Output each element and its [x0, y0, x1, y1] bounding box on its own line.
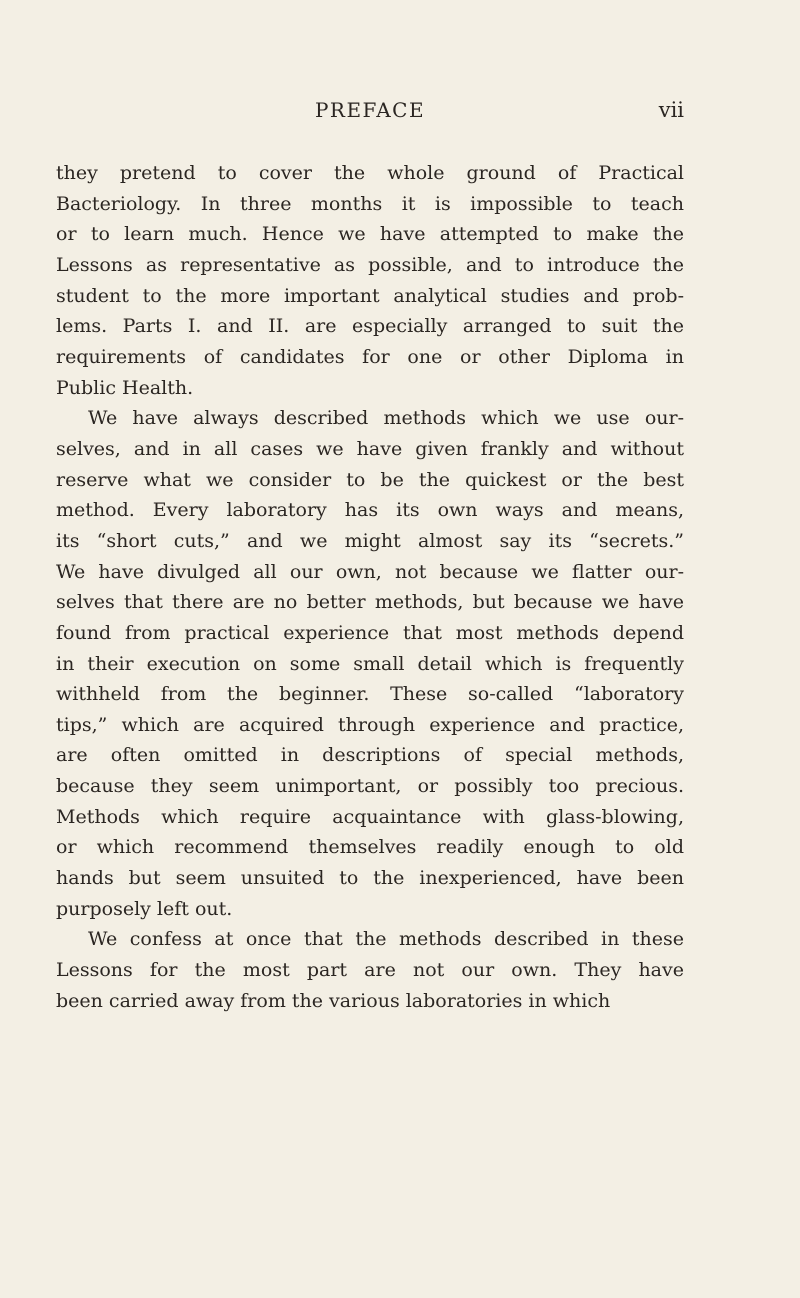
text-line: Lessons for the most part are not our own. They have [56, 959, 684, 982]
text-line: Bacteriology. In three months it is impossible to teach [56, 192, 684, 215]
text-line: Lessons as representative as possible, and to introduce the [56, 253, 684, 276]
text-line: purposely left out. [56, 897, 233, 920]
text-line: are often omitted in descriptions of special methods, [56, 744, 684, 767]
running-head [56, 94, 684, 126]
text-line: selves, and in all cases we have given frankly and without [56, 437, 684, 460]
text-line: they pretend to cover the whole ground of Practical [56, 162, 684, 184]
text-line: its “short cuts,” and we might almost say its “secrets.” [56, 529, 684, 552]
text-line: in their execution on some small detail which is frequently [56, 652, 684, 675]
text-line: Methods which require acquaintance with glass-blowing, [56, 805, 684, 828]
text-line: hands but seem unsuited to the inexperienced, have been [56, 867, 684, 890]
text-line: tips,” which are acquired through experience and practice, [56, 713, 684, 736]
text-line: or which recommend themselves readily enough to old [56, 836, 684, 859]
text-line: lems. Parts I. and II. are especially arranged to suit the [56, 315, 684, 338]
text-line: withheld from the beginner. These so-called “laboratory [56, 683, 684, 706]
page-number: vii [658, 98, 684, 122]
text-line: method. Every laboratory has its own ways and means, [56, 499, 684, 522]
text-line: or to learn much. Hence we have attempted to make the [56, 223, 684, 246]
text-line: student to the more important analytical studies and prob- [56, 284, 684, 307]
text-line: reserve what we consider to be the quickest or the best [56, 468, 684, 491]
text-line: requirements of candidates for one or other Diploma in [56, 345, 684, 368]
text-line: We confess at once that the methods described in these [88, 928, 684, 951]
text-line: We have always described methods which we use our- [88, 407, 684, 430]
text-line: found from practical experience that most methods depend [56, 621, 684, 644]
text-line: been carried away from the various laboratories in which [56, 989, 611, 1012]
running-title: PREFACE [314, 98, 426, 122]
text-line: Public Health. [56, 376, 194, 399]
text-line: We have divulged all our own, not because we flatter our- [56, 560, 684, 583]
text-line: because they seem unimportant, or possibly too precious. [56, 775, 684, 798]
text-line: selves that there are no better methods, but because we have [56, 591, 684, 614]
body-text [56, 158, 684, 1016]
